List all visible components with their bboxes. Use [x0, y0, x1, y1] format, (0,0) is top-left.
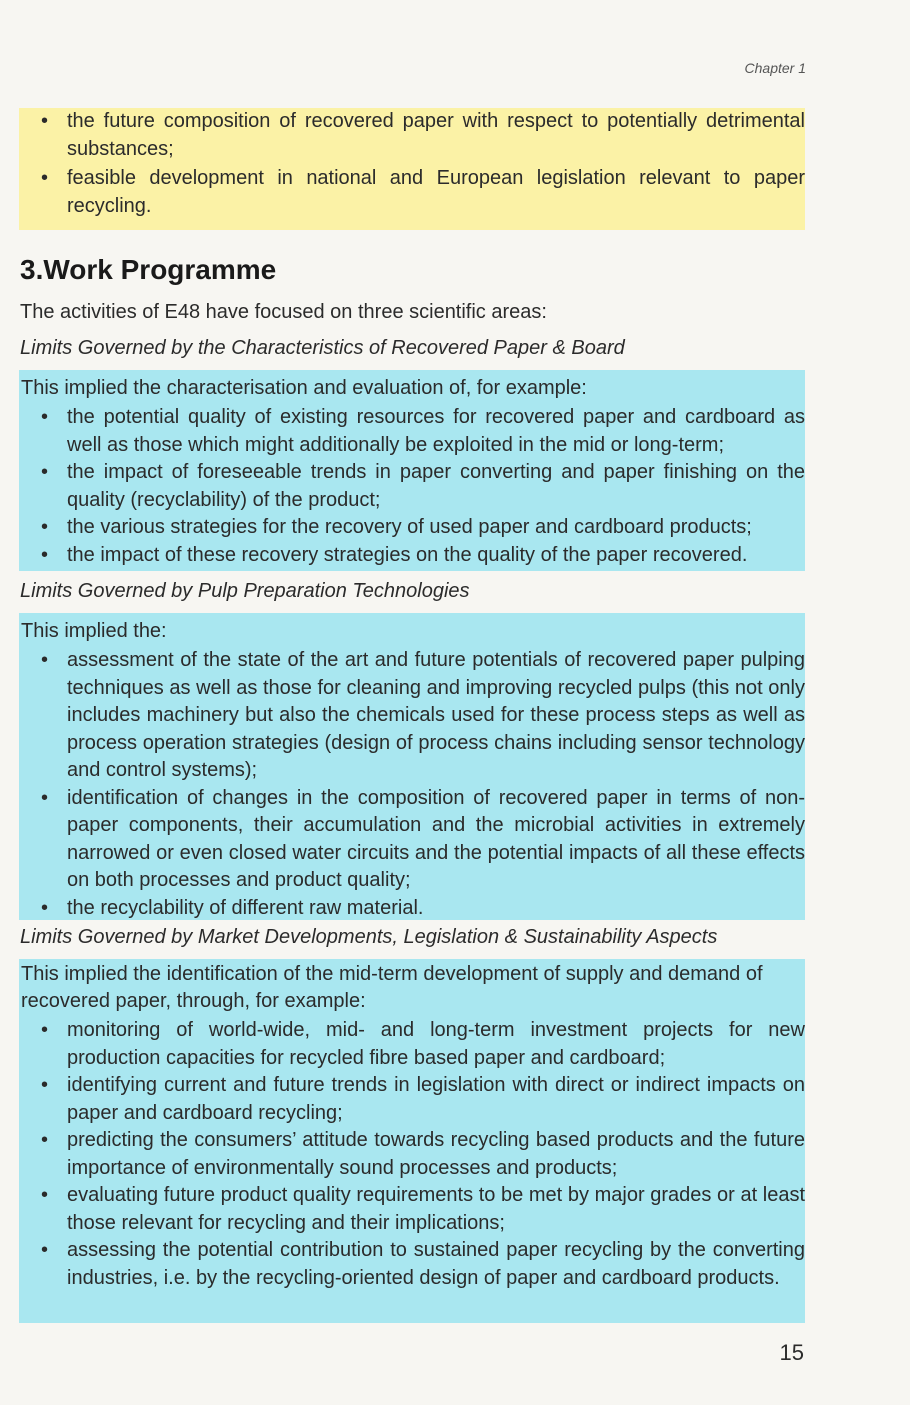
area3-box — [19, 959, 805, 1323]
area1-intro: This implied the characterisation and evaluation of, for example: — [21, 377, 587, 399]
list-item: • the impact of these recovery strategies on the quality of the paper recovered. — [19, 542, 805, 570]
area3-list — [19, 1017, 805, 1292]
list-item: • assessment of the state of the art and future potentials of recovered paper pulping techniques as well as those for cleaning and improving recycled pulps (this not only includes machinery but also the chemicals used for these process steps as well as process operation strategies (design of process chains including sensor technology and control systems); — [19, 647, 805, 785]
list-item: • the various strategies for the recovery of used paper and cardboard products; — [19, 514, 805, 542]
list-item: • assessing the potential contribution to sustained paper recycling by the converting industries, i.e. by the recycling-oriented design of paper and cardboard products. — [19, 1237, 805, 1292]
list-item: • identification of changes in the composition of recovered paper in terms of non-paper components, their accumulation and the microbial activities in extremely narrowed or even closed water circuits and the potential impacts of all these effects on both processes and product quality; — [19, 785, 805, 895]
list-item: • predicting the consumers’ attitude towards recycling based products and the future importance of environmentally sound processes and products; — [19, 1127, 805, 1182]
list-item: • evaluating future product quality requirements to be met by major grades or at least those relevant for recycling and their implications; — [19, 1182, 805, 1237]
list-item: • feasible development in national and European legislation relevant to paper recycling. — [19, 165, 805, 220]
chapter-label: Chapter 1 — [744, 60, 806, 76]
list-item: • the impact of foreseeable trends in paper converting and paper finishing on the quality (recyclability) of the product; — [19, 459, 805, 514]
area2-intro: This implied the: — [21, 620, 167, 642]
top-bullet-list — [19, 108, 805, 220]
area1-box — [19, 370, 805, 571]
list-item: • monitoring of world-wide, mid- and long-term investment projects for new production capacities for recycled fibre based paper and cardboard; — [19, 1017, 805, 1072]
list-item: • the future composition of recovered paper with respect to potentially detrimental substances; — [19, 108, 805, 163]
section-title: 3.Work Programme — [20, 254, 277, 285]
list-item: • identifying current and future trends in legislation with direct or indirect impacts on paper and cardboard recycling; — [19, 1072, 805, 1127]
area3-intro: This implied the identification of the mid-term development of supply and demand of recovered paper, through, for example: — [21, 963, 763, 1012]
area1-list — [19, 404, 805, 569]
area1-title: Limits Governed by the Characteristics of Recovered Paper & Board — [20, 337, 625, 359]
area3-title: Limits Governed by Market Developments, Legislation & Sustainability Aspects — [20, 926, 718, 948]
area2-box — [19, 613, 805, 920]
section-intro: The activities of E48 have focused on three scientific areas: — [20, 301, 547, 323]
area2-list — [19, 647, 805, 922]
list-item: • the potential quality of existing resources for recovered paper and cardboard as well as those which might additionally be exploited in the mid or long-term; — [19, 404, 805, 459]
area2-title: Limits Governed by Pulp Preparation Technologies — [20, 580, 470, 602]
page-number: 15 — [779, 1340, 804, 1365]
top-bullet-box — [19, 108, 805, 230]
list-item: • the recyclability of different raw material. — [19, 895, 805, 923]
